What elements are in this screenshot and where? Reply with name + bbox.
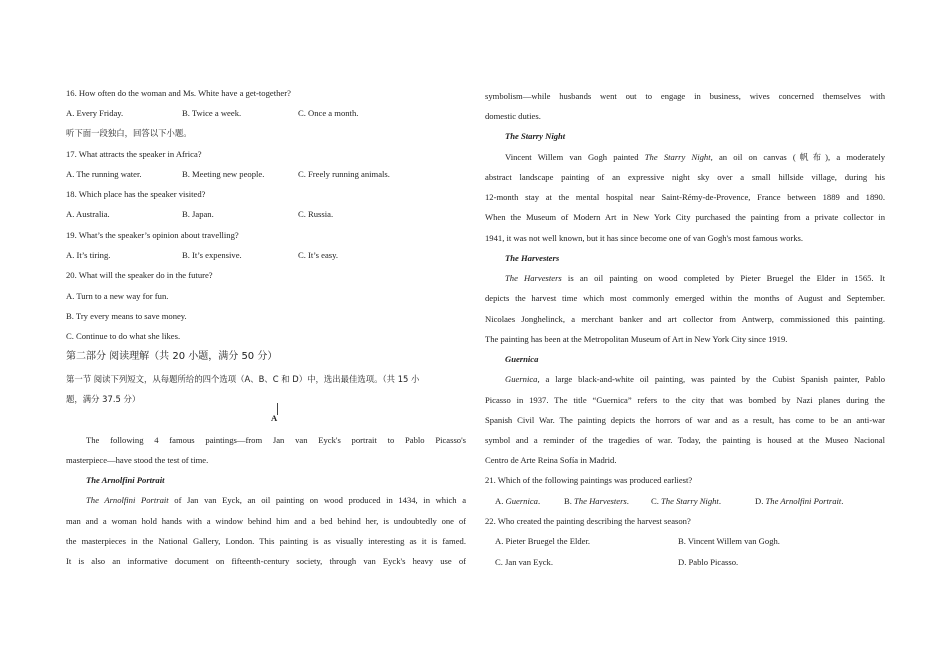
- question-22: 22. Who created the painting describing the harvest season?: [485, 516, 691, 526]
- harvesters-line2: depicts the harvest time which most commonly emerged within the months of August and September.: [485, 293, 885, 303]
- q21-option-d: D. The Arnolfini Portrait.: [755, 496, 844, 506]
- q19-option-c: C. It’s easy.: [298, 250, 339, 260]
- q18-option-c: C. Russia.: [298, 209, 334, 219]
- q22-option-b: B. Vincent Willem van Gogh.: [678, 536, 780, 546]
- q22-option-a: A. Pieter Bruegel the Elder.: [495, 536, 590, 546]
- guernica-line5: Centro de Arte Reina Sofía in Madrid.: [485, 455, 617, 465]
- q20-option-c: C. Continue to do what she likes.: [66, 331, 181, 341]
- q21-option-b: B. The Harvesters.: [564, 496, 629, 506]
- question-18: 18. Which place has the speaker visited?: [66, 189, 206, 199]
- harvesters-line3: Nicolaes Jonghelinck, a merchant banker and art collector from Antwerp, commissioned this painting.: [485, 314, 885, 324]
- harvesters-line1: The Harvesters is an oil painting on wood completed by Pieter Bruegel the Elder in 1565. It: [505, 273, 885, 283]
- starry-title: The Starry Night,: [644, 152, 713, 162]
- monologue-instruction: 听下面一段独白，回答以下小题。: [66, 128, 192, 138]
- guernica-heading: Guernica: [505, 354, 539, 364]
- q19-option-a: A. It’s tiring.: [66, 250, 111, 260]
- guernica-line1: Guernica, a large black-and-white oil painting, was painted by the Cubist Spanish painter, Pablo: [505, 374, 885, 384]
- section-one-instruction-line2: 题，满分 37.5 分）: [66, 394, 141, 404]
- q22-option-d: D. Pablo Picasso.: [678, 557, 739, 567]
- arnolfini-heading: The Arnolfini Portrait: [86, 475, 165, 485]
- q16-option-a: A. Every Friday.: [66, 108, 124, 118]
- q16-option-c: C. Once a month.: [298, 108, 359, 118]
- starry-line1: Vincent Willem van Gogh painted The Starry Night, an oil on canvas (帆布), a moderately: [505, 152, 885, 162]
- q21-option-c: C. The Starry Night.: [651, 496, 721, 506]
- q17-option-c: C. Freely running animals.: [298, 169, 390, 179]
- q19-option-b: B. It’s expensive.: [182, 250, 242, 260]
- q22-option-c: C. Jan van Eyck.: [495, 557, 553, 567]
- harvesters-heading: The Harvesters: [505, 253, 560, 263]
- q18-option-a: A. Australia.: [66, 209, 110, 219]
- starry-line5: 1941, it was not well known, but it has since become one of van Gogh's most famous works.: [485, 233, 804, 243]
- arnolfini-title: The Arnolfini Portrait: [86, 495, 169, 505]
- q20-option-b: B. Try every means to save money.: [66, 311, 187, 321]
- q20-option-a: A. Turn to a new way for fun.: [66, 291, 169, 301]
- question-17: 17. What attracts the speaker in Africa?: [66, 149, 202, 159]
- section-one-instruction-line1: 第一节 阅读下列短文，从每题所给的四个选项（A、B、C 和 D）中，选出最佳选项。（共 15 小: [66, 374, 420, 384]
- starry-line2: abstract landscape painting of an expressive night sky over a small hillside village, during his: [485, 172, 885, 182]
- arnolfini-line4: It is also an informative document on fifteenth-century society, through van Eyck's heavy use of: [66, 556, 466, 566]
- arnolfini-line5: symbolism—while husbands went out to engage in business, wives concerned themselves with: [485, 91, 885, 101]
- q17-option-b: B. Meeting new people.: [182, 169, 265, 179]
- arnolfini-line3: the masterpieces in the National Gallery, London. This painting is as visually interesting as it is famed.: [66, 536, 466, 546]
- arnolfini-line2: man and a woman hold hands with a window behind him and a bed behind her, is undoubtedly one of: [66, 516, 466, 526]
- part-two-title: 第二部分 阅读理解（共 20 小题，满分 50 分）: [66, 351, 278, 362]
- question-19: 19. What’s the speaker’s opinion about travelling?: [66, 230, 239, 240]
- q17-option-a: A. The running water.: [66, 169, 142, 179]
- intro-line2: masterpiece—have stood the test of time.: [66, 455, 209, 465]
- question-20: 20. What will the speaker do in the future?: [66, 270, 213, 280]
- guernica-line4: symbol and a reminder of the tragedies of war. Today, the painting is housed at the Museo Nacional: [485, 435, 885, 445]
- starry-line4: When the Museum of Modern Art in New York City purchased the painting from a private collector in: [485, 212, 885, 222]
- q18-option-b: B. Japan.: [182, 209, 214, 219]
- arnolfini-line1: The Arnolfini Portrait of Jan van Eyck, an oil painting on wood produced in 1434, in which a: [86, 495, 467, 505]
- starry-line3: 12-month stay at the mental hospital near Saint-Rémy-de-Provence, France between 1889 and 1890.: [485, 192, 885, 202]
- q16-option-b: B. Twice a week.: [182, 108, 242, 118]
- harvesters-title: The Harvesters: [505, 273, 562, 283]
- q21-option-a: A. Guernica.: [495, 496, 541, 506]
- guernica-title: Guernica,: [505, 374, 540, 384]
- passage-label: A: [271, 413, 278, 423]
- guernica-line2: Picasso in 1937. The title “Guernica” refers to the city that was bombed by Nazi planes during the: [485, 395, 885, 405]
- intro-line1: The following 4 famous paintings—from Jan van Eyck's portrait to Pablo Picasso's: [86, 435, 466, 445]
- arnolfini-line6: domestic duties.: [485, 111, 541, 121]
- question-16: 16. How often do the woman and Ms. White have a get-together?: [66, 88, 291, 98]
- guernica-line3: Spanish Civil War. The painting depicts the horrors of war and as a result, has come to be an anti-war: [485, 415, 885, 425]
- starry-night-heading: The Starry Night: [505, 131, 566, 141]
- harvesters-line4: The painting has been at the Metropolitan Museum of Art in New York City since 1919.: [485, 334, 788, 344]
- question-21: 21. Which of the following paintings was produced earliest?: [485, 475, 693, 485]
